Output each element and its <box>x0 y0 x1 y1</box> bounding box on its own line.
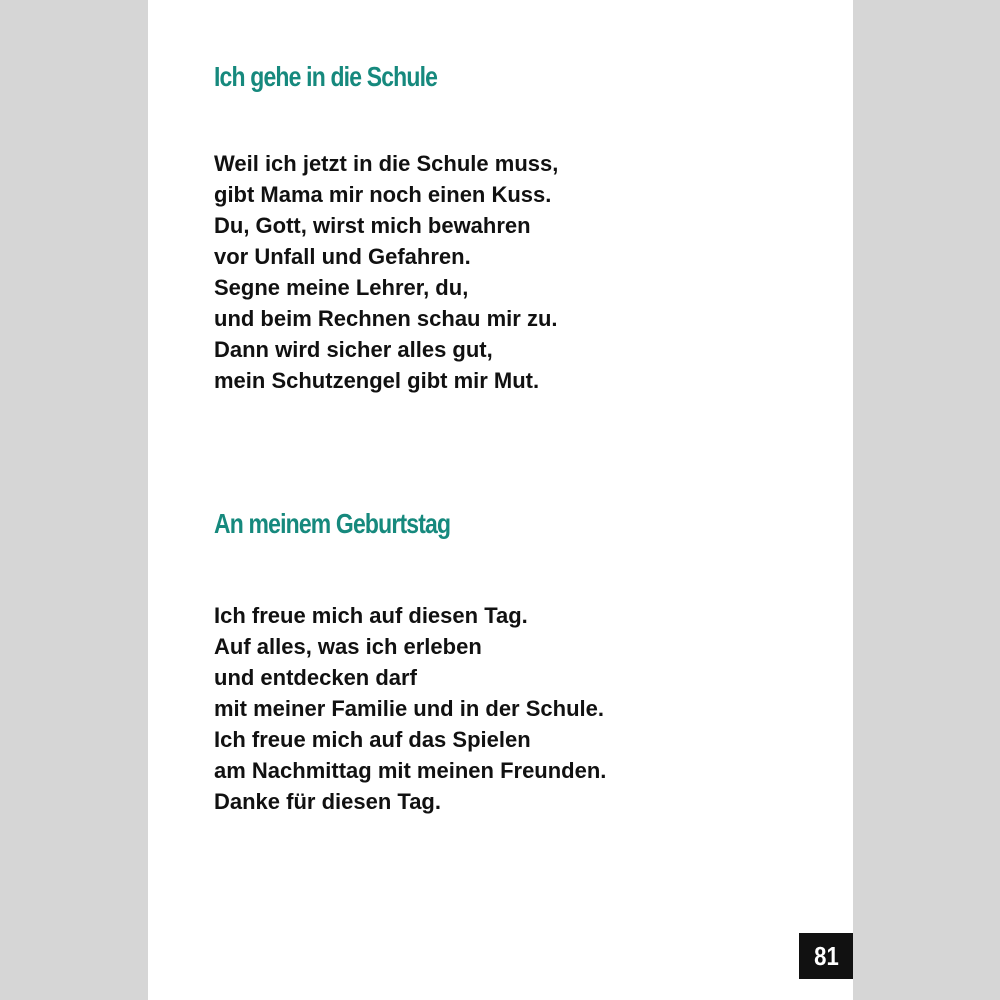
poem-line: Segne meine Lehrer, du, <box>214 275 469 300</box>
poem-line: vor Unfall und Gefahren. <box>214 244 471 269</box>
poem-line: am Nachmittag mit meinen Freunden. <box>214 758 607 783</box>
poem-title-birthday: An meinem Geburtstag <box>214 508 451 539</box>
poem-line: und entdecken darf <box>214 665 417 690</box>
poem-line: und beim Rechnen schau mir zu. <box>214 306 558 331</box>
poem-birthday <box>214 600 606 817</box>
poem-line: Dann wird sicher alles gut, <box>214 337 493 362</box>
poem-school <box>214 148 558 396</box>
poem-line: Ich freue mich auf diesen Tag. <box>214 603 528 628</box>
poem-line: Weil ich jetzt in die Schule muss, <box>214 151 559 176</box>
poem-line: mein Schutzengel gibt mir Mut. <box>214 368 540 393</box>
poem-title-school: Ich gehe in die Schule <box>214 61 438 92</box>
page-number: 81 <box>813 941 839 971</box>
poem-line: Ich freue mich auf das Spielen <box>214 727 531 752</box>
poem-line: mit meiner Familie und in der Schule. <box>214 696 604 721</box>
page-number-badge <box>799 933 853 979</box>
poem-line: Auf alles, was ich erleben <box>214 634 482 659</box>
poem-line: Du, Gott, wirst mich bewahren <box>214 213 531 238</box>
poem-line: Danke für diesen Tag. <box>214 789 441 814</box>
book-page <box>148 0 853 1000</box>
poem-line: gibt Mama mir noch einen Kuss. <box>214 182 552 207</box>
